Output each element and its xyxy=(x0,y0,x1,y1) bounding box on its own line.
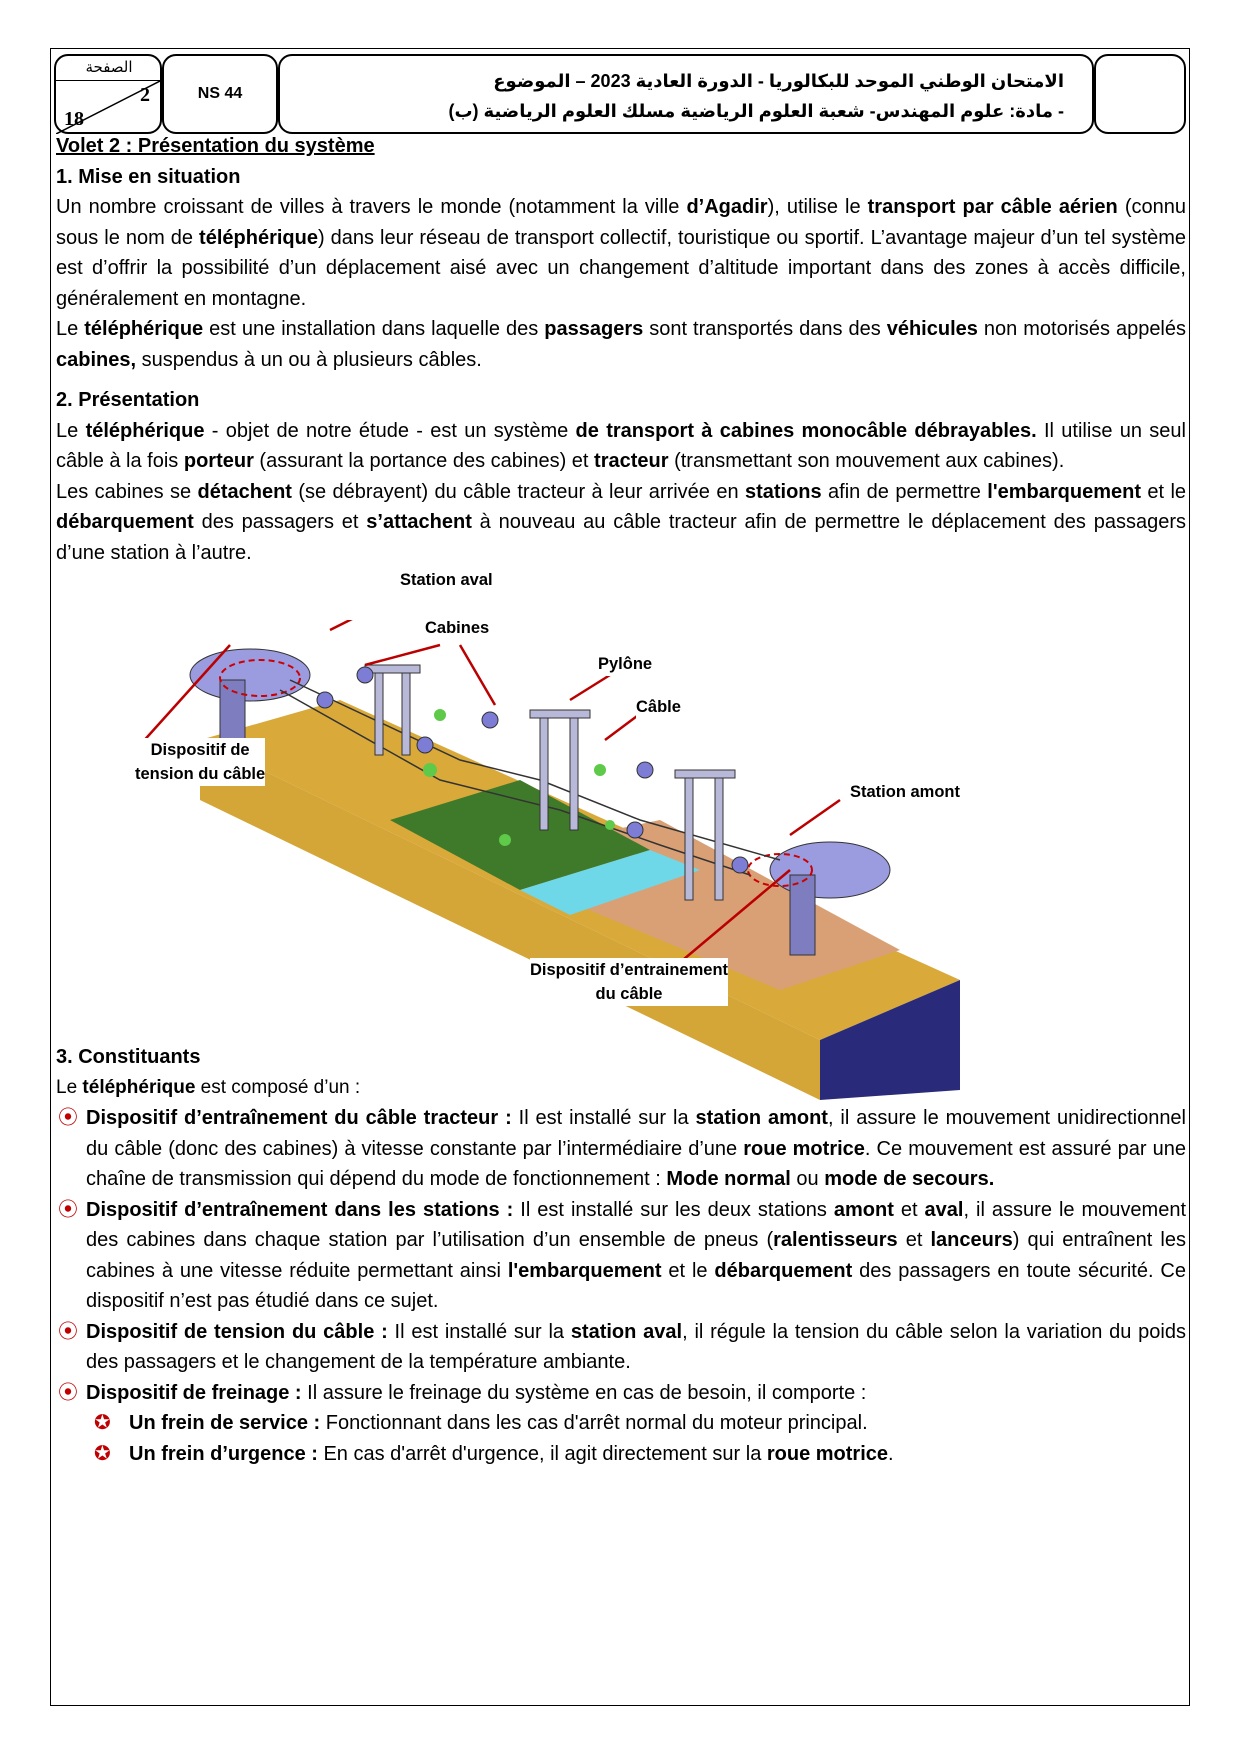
label-tension: Dispositif de tension du câble xyxy=(135,738,265,786)
bullet-freinage: ⦿ Dispositif de freinage : Il assure le freinage du système en cas de besoin, il comporte : xyxy=(56,1378,1186,1409)
sub-frein-service: ✪ Un frein de service : Fonctionnant dans les cas d'arrêt normal du moteur principal. xyxy=(56,1408,1186,1439)
bullet-entrainement-cable: ⦿ Dispositif d’entraînement du câble tracteur : Il est installé sur la station amont, il assure le mouvement unidirectionnel du câble (donc des cabines) à vitesse constante par l’intermédiaire d’une roue motrice. Ce mouvement est assuré par une chaîne de transmission qui dépend du mode de fonctionnement : Mode normal ou mode de secours. xyxy=(56,1103,1186,1195)
s2-paragraph-2: Les cabines se détachent (se débrayent) du câble tracteur à leur arrivée en stations afin de permettre l'embarquement et le débarquement des passagers et s’attachent à nouveau au câble tracteur afin de permettre le déplacement des passagers d’une station à l’autre. xyxy=(56,480,1187,564)
intro-sections xyxy=(56,131,1186,568)
label-cabines: Cabines xyxy=(425,616,489,640)
volet-title: Volet 2 : Présentation du système xyxy=(56,135,375,157)
s1-paragraph-2: Le téléphérique est une installation dans laquelle des passagers sont transportés dans des véhicules non motorisés appelés cabines, suspendus à un ou à plusieurs câbles. xyxy=(56,318,1187,371)
page-number-box xyxy=(54,54,162,134)
target-icon: ⦿ xyxy=(58,1198,78,1221)
station-aval-shape xyxy=(190,649,310,701)
label-entrainement: Dispositif d’entrainement du câble xyxy=(530,958,728,1006)
star-icon: ✪ xyxy=(94,1442,111,1465)
target-icon: ⦿ xyxy=(58,1320,78,1343)
s2-heading: 2. Présentation xyxy=(56,389,200,411)
exam-title-line1: الامتحان الوطني الموحد للبكالوريا - الدورة العادية 2023 – الموضوع xyxy=(493,71,1064,91)
sub-frein-urgence: ✪ Un frein d’urgence : En cas d'arrêt d'urgence, il agit directement sur la roue motrice. xyxy=(56,1439,1186,1470)
exam-title-line2: - مادة: علوم المهندس- شعبة العلوم الرياضية مسلك العلوم الرياضية (ب) xyxy=(448,101,1064,121)
label-cable: Câble xyxy=(636,695,681,719)
bullet-tension: ⦿ Dispositif de tension du câble : Il est installé sur la station aval, il régule la tension du câble selon la variation du poids des passagers et le changement de la température ambiante. xyxy=(56,1317,1186,1378)
exam-title-box xyxy=(278,54,1094,134)
s1-heading: 1. Mise en situation xyxy=(56,165,241,188)
page-number: 2 xyxy=(140,84,150,106)
target-icon: ⦿ xyxy=(58,1381,78,1404)
s3-heading: 3. Constituants xyxy=(56,1046,201,1068)
label-pylone: Pylône xyxy=(598,652,652,676)
exam-code: NS 44 xyxy=(162,54,278,134)
s1-paragraph-1: Un nombre croissant de villes à travers le monde (notamment la ville d’Agadir), utilise le transport par câble aérien (connu sous le nom de téléphérique) dans leur réseau de transport collectif, touristique ou sportif. L’avantage majeur d’un tel système est d’offrir la possibilité d’un déplacement aisé avec un changement d’altitude important dans des zones à accès difficile, généralement en montagne. xyxy=(56,196,1186,310)
label-station-aval: Station aval xyxy=(400,568,493,592)
blank-box xyxy=(1094,54,1186,134)
constituants-section xyxy=(56,1042,1186,1469)
page-total: 18 xyxy=(64,108,84,130)
s3-intro: Le téléphérique est composé d’un : xyxy=(56,1076,361,1098)
star-icon: ✪ xyxy=(94,1412,111,1434)
station-amont-shape xyxy=(770,842,890,898)
page-label: الصفحة xyxy=(56,56,162,81)
bullet-entrainement-stations: ⦿ Dispositif d’entraînement dans les stations : Il est installé sur les deux stations amont et aval, il assure le mouvement des cabines dans chaque station par l’utilisation d’un ensemble de pneus (ralentisseurs et lanceurs) qui entraînent les cabines à une vitesse réduite permettant ainsi l'embarquement et le débarquement des passagers en toute sécurité. Ce dispositif n’est pas étudié dans ce sujet. xyxy=(56,1195,1186,1317)
s2-paragraph-1: Le téléphérique - objet de notre étude - est un système de transport à cabines monocâble débrayables. Il utilise un seul câble à la fois porteur (assurant la portance des cabines) et tracteur (transmettant son mouvement aux cabines). xyxy=(56,419,1186,472)
target-icon: ⦿ xyxy=(58,1107,78,1129)
label-station-amont: Station amont xyxy=(850,780,960,804)
